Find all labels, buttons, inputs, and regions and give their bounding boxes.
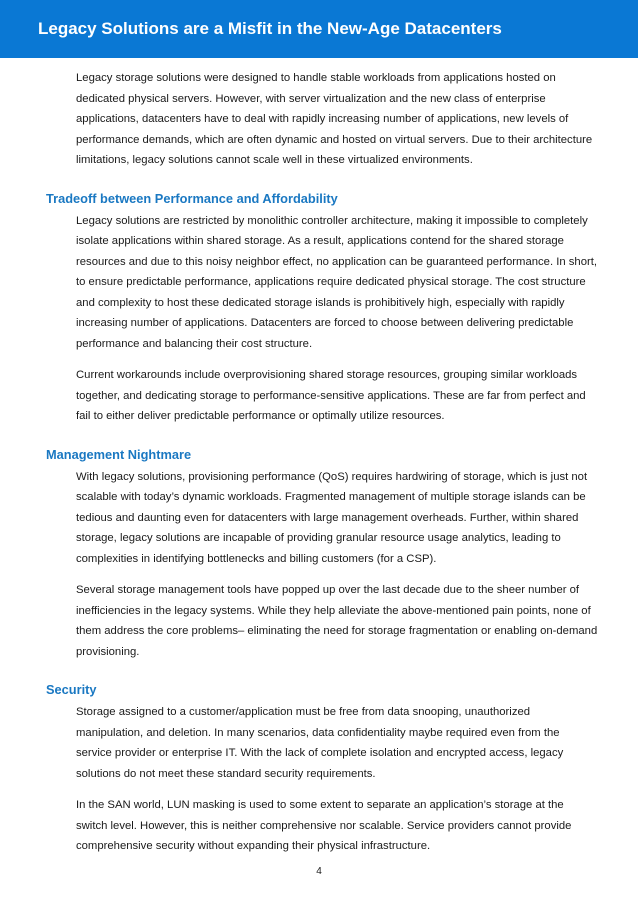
heading-management: Management Nightmare [46, 446, 192, 462]
page-number: 4 [316, 866, 322, 877]
intro-paragraph: Legacy storage solutions were designed to handle stable workloads from applications hosted on dedicated physical servers. However, with server virtualization and the new class of enterprise applications, datacenters have to deal with rapidly increasing number of applications, new levels of performance demands, which are often dynamic and hosted on virtual servers. Due to their architecture limitations, legacy solutions cannot scale well in these virtualized environments. [76, 72, 593, 166]
tradeoff-paragraph-2: Current workarounds include overprovisioning shared storage resources, grouping similar workloads together, and dedicating storage to performance-sensitive applications. These are far from perfect and fail to either deliver predictable performance or optimally utilize resources. [76, 369, 586, 422]
page-title: Legacy Solutions are a Misfit in the New-Age Datacenters [38, 19, 502, 38]
management-paragraph-1: With legacy solutions, provisioning performance (QoS) requires hardwiring of storage, which is just not scalable with today’s dynamic workloads. Fragmented management of multiple storage islands can be tedious and daunting even for datacenters with large management overheads. Further, within shared storage, legacy solutions are incapable of providing granular resource usage analytics, leading to complexities in identifying bottlenecks and billing customers (for a CSP). [76, 470, 588, 565]
security-paragraph-1: Storage assigned to a customer/application must be free from data snooping, unauthorized manipulation, and deletion. In many scenarios, data confidentiality maybe required even from the service provider or enterprise IT. With the lack of complete isolation and encrypted access, legacy solutions do not meet these standard security requirements. [76, 706, 564, 780]
management-paragraph-2: Several storage management tools have popped up over the last decade due to the sheer number of inefficiencies in the legacy systems. While they help alleviate the above-mentioned pain points, none of them address the core problems– eliminating the need for storage fragmentation or enabling on-demand provisioning. [76, 584, 598, 658]
document-body [0, 58, 638, 857]
security-paragraph-2: In the SAN world, LUN masking is used to some extent to separate an application’s storage at the switch level. However, this is neither comprehensive nor scalable. Service providers cannot provide comprehensive security without expanding their physical infrastructure. [76, 799, 572, 852]
heading-security: Security [46, 682, 97, 697]
heading-tradeoff: Tradeoff between Performance and Affordability [46, 190, 338, 206]
title-banner [0, 0, 638, 58]
tradeoff-paragraph-1: Legacy solutions are restricted by monolithic controller architecture, making it impossible to completely isolate applications within shared storage. As a result, applications contend for the shared storage resources and due to this noisy neighbor effect, no application can be guaranteed performance. In short, to ensure predictable performance, applications require dedicated physical storage. The cost structure and complexity to host these dedicated storage islands is prohibitively high, especially with rapidly increasing number of applications. Datacenters are forced to choose between delivering predictable performance and balancing their cost structure. [76, 214, 598, 350]
